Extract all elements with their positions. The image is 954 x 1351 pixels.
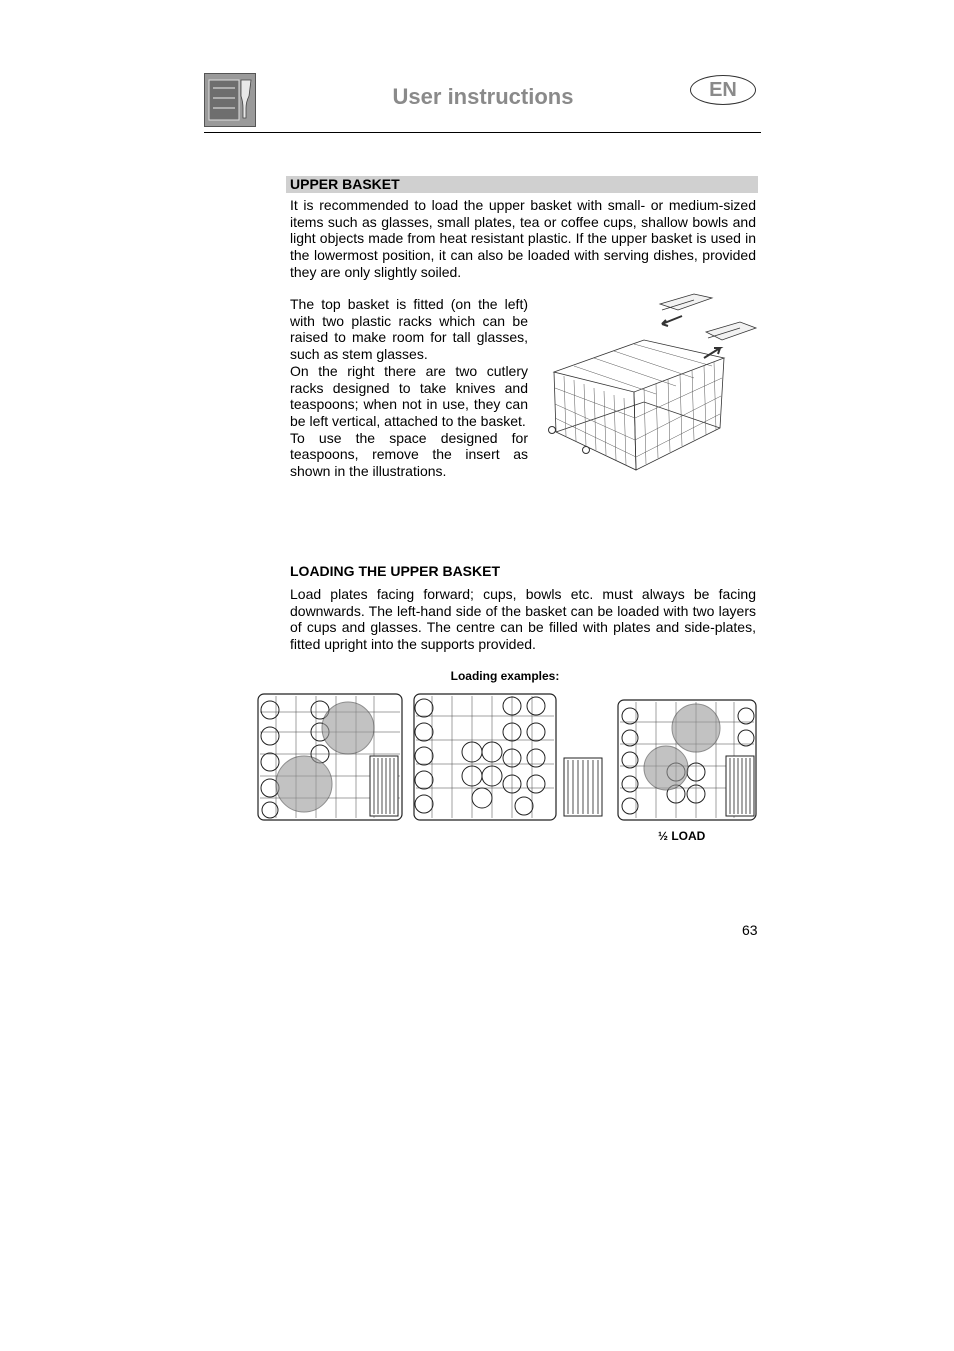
loading-examples-caption: Loading examples:	[450, 669, 560, 683]
page-title: User instructions	[392, 84, 574, 109]
teaspoon-paragraph: To use the space designed for teaspoons, remove the insert as shown in the illustrations.	[290, 429, 528, 480]
header-divider	[204, 132, 761, 133]
language-badge: EN	[690, 75, 756, 105]
page-number: 63	[742, 922, 758, 938]
loading-example-half-load	[616, 692, 758, 829]
racks-paragraph: The top basket is fitted (on the left) with two plastic racks which can be raised to make room for tall glasses, such as stem glasses.	[290, 296, 528, 363]
upper-basket-details	[290, 296, 528, 480]
upper-basket-heading: UPPER BASKET	[286, 176, 758, 193]
loading-paragraph: Load plates facing forward; cups, bowls etc. must always be facing downwards. The left-hand side of the basket can be loaded with two layers of cups and glasses. The centre can be filled with plates and side-plates, fitted upright into the supports provided.	[290, 586, 756, 653]
loading-example-full-2	[412, 692, 606, 829]
loading-example-full-1	[256, 692, 404, 829]
upper-basket-illustration	[544, 292, 758, 472]
cutlery-paragraph: On the right there are two cutlery racks designed to take knives and teaspoons; when not in use, they can be left vertical, attached to the basket.	[290, 362, 528, 429]
half-load-label: ½ LOAD	[658, 829, 706, 843]
loading-heading: LOADING THE UPPER BASKET	[290, 563, 501, 579]
upper-basket-intro: It is recommended to load the upper basket with small- or medium-sized items such as glasses, small plates, tea or coffee cups, shallow bowls and light objects made from heat resistant plastic. If the upper basket is used in the lowermost position, it can also be loaded with serving dishes, provided they are only slightly soiled.	[290, 197, 756, 280]
